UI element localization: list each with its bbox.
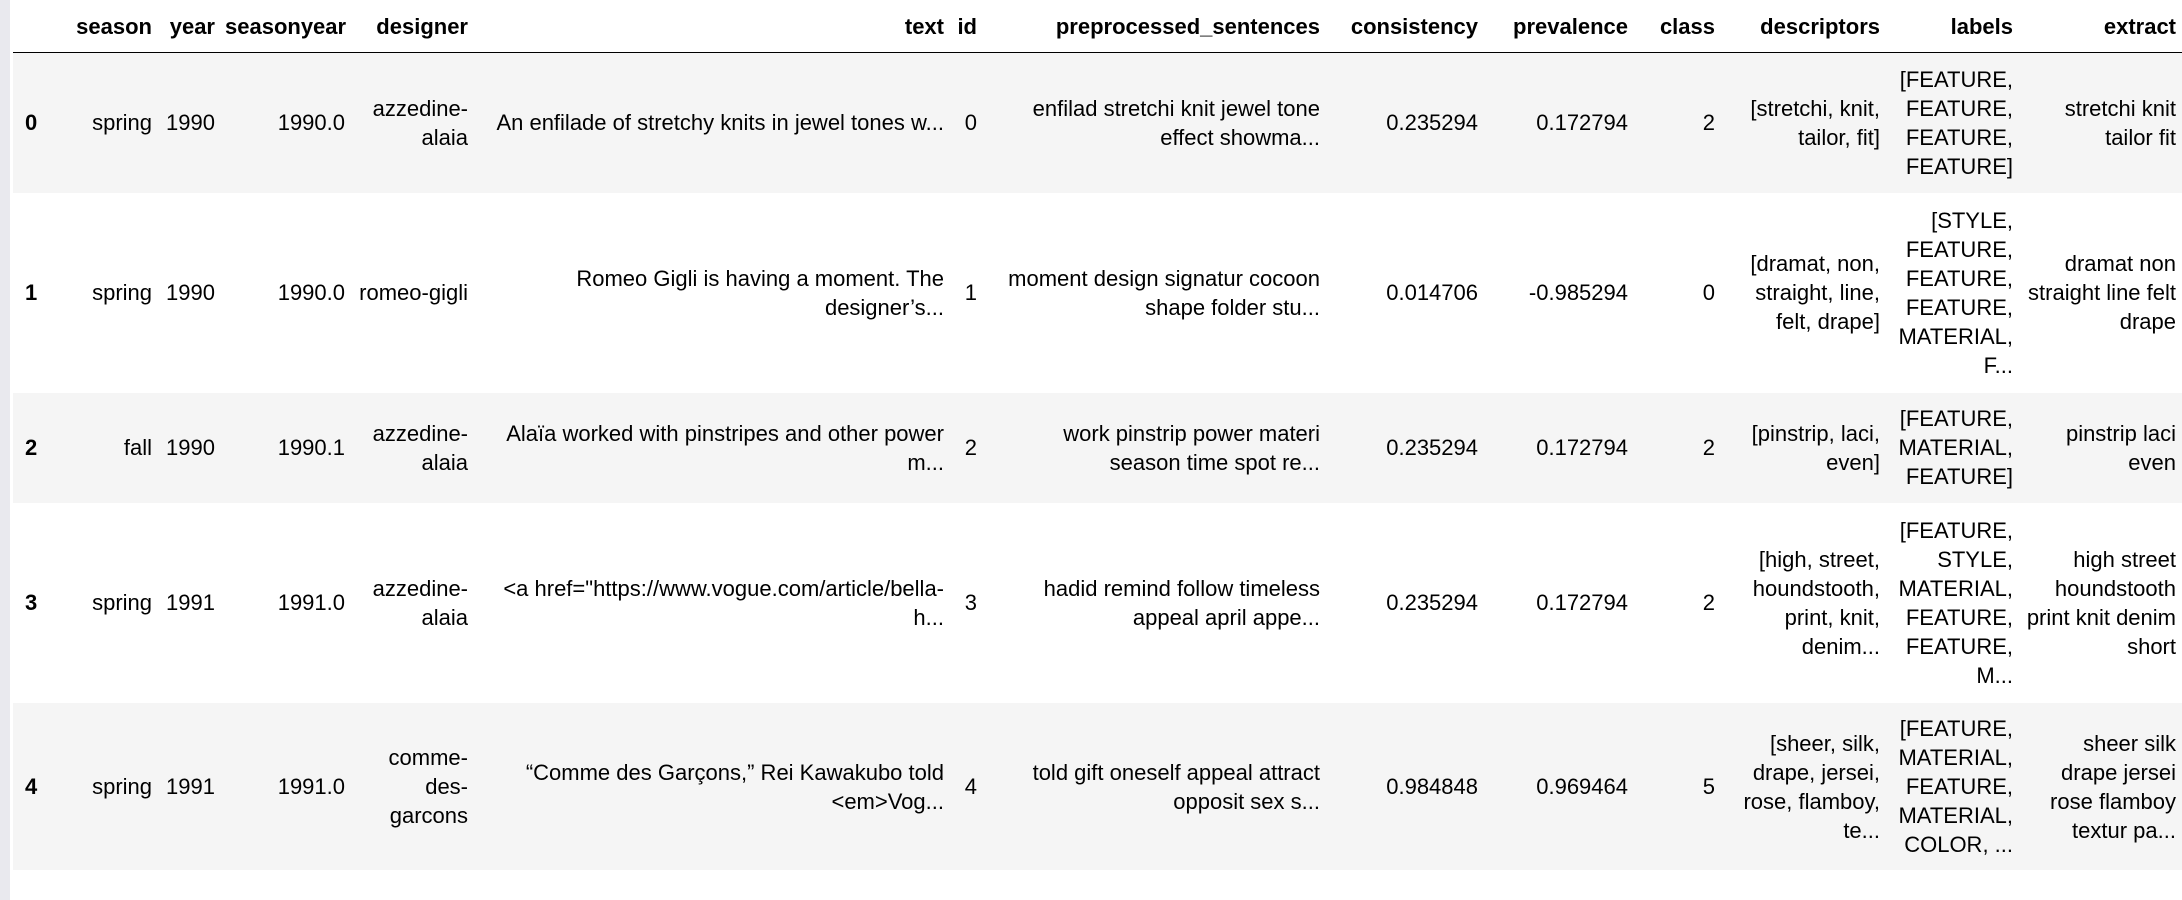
table-row xyxy=(13,393,2182,503)
cell-designer: romeo-gigli xyxy=(359,280,468,305)
cell-seasonyear: 1990.0 xyxy=(277,110,345,136)
cell-class: 2 xyxy=(1702,435,1715,460)
column-header-year: year xyxy=(158,0,221,53)
table-row xyxy=(13,703,2182,871)
cell-extract: sheer silk drape jersei rose flamboy textur pa... xyxy=(2050,730,2176,843)
cell-extract: high street houndstooth print knit denim short xyxy=(2026,546,2176,659)
cell-year: 1991 xyxy=(166,590,215,615)
cell-class: 5 xyxy=(1702,774,1715,799)
cell-descriptors: [stretchi, knit, tailor, fit] xyxy=(1750,95,1880,150)
cell-season: fall xyxy=(123,435,152,460)
cell-designer: azzedine-alaia xyxy=(372,575,468,630)
cell-class: 2 xyxy=(1702,110,1715,136)
column-header-seasonyear: seasonyear xyxy=(221,0,351,53)
cell-preprocessed-sentences: told gift oneself appeal attract opposit sex s... xyxy=(1032,759,1320,814)
cell-seasonyear: 1990.0 xyxy=(277,280,345,305)
cell-labels: [FEATURE, MATERIAL, FEATURE] xyxy=(1898,406,2013,489)
cell-year: 1990 xyxy=(166,110,215,136)
cell-designer: azzedine-alaia xyxy=(372,420,468,475)
cell-prevalence: 0.172794 xyxy=(1536,435,1628,460)
row-index: 1 xyxy=(25,280,38,305)
cell-text: An enfilade of stretchy knits in jewel tones w... xyxy=(496,110,944,136)
cell-preprocessed-sentences: enfilad stretchi knit jewel tone effect showma... xyxy=(1032,95,1320,150)
column-header-consistency: consistency xyxy=(1326,0,1484,53)
row-index: 4 xyxy=(25,774,38,799)
cell-descriptors: [high, street, houndstooth, print, knit, denim... xyxy=(1752,546,1880,659)
cell-consistency: 0.984848 xyxy=(1386,774,1478,799)
cell-consistency: 0.014706 xyxy=(1386,280,1478,305)
cell-text: <a href="https://www.vogue.com/article/bella-h... xyxy=(503,575,944,630)
column-header-text: text xyxy=(474,0,950,53)
cell-class: 0 xyxy=(1702,280,1715,305)
cell-id: 1 xyxy=(964,280,977,305)
left-gutter xyxy=(0,0,10,900)
cell-text: Alaïa worked with pinstripes and other power m... xyxy=(506,420,944,475)
cell-labels: [FEATURE, STYLE, MATERIAL, FEATURE, FEATURE, M... xyxy=(1898,517,2013,688)
column-header-index xyxy=(13,0,53,53)
cell-year: 1991 xyxy=(166,774,215,799)
cell-seasonyear: 1991.0 xyxy=(277,590,345,615)
cell-seasonyear: 1991.0 xyxy=(277,774,345,799)
column-header-designer: designer xyxy=(351,0,474,53)
cell-consistency: 0.235294 xyxy=(1386,590,1478,615)
cell-preprocessed-sentences: work pinstrip power materi season time spot re... xyxy=(1063,420,1320,475)
output-bottom-padding xyxy=(13,870,2182,900)
cell-prevalence: -0.985294 xyxy=(1528,280,1628,305)
cell-year: 1990 xyxy=(166,280,215,305)
cell-id: 0 xyxy=(964,110,977,136)
cell-season: spring xyxy=(92,590,152,615)
cell-id: 3 xyxy=(964,590,977,615)
cell-text: “Comme des Garçons,” Rei Kawakubo told <em>Vog... xyxy=(525,759,944,814)
cell-id: 2 xyxy=(964,435,977,460)
cell-text: Romeo Gigli is having a moment. The designer’s... xyxy=(576,265,944,320)
cell-extract: dramat non straight line felt drape xyxy=(2028,251,2176,334)
table-row xyxy=(13,503,2182,703)
column-header-preprocessed-sentences: preprocessed_sentences xyxy=(983,0,1326,53)
cell-designer: comme-des-garcons xyxy=(388,745,468,828)
cell-preprocessed-sentences: moment design signatur cocoon shape folder stu... xyxy=(1008,265,1320,320)
cell-season: spring xyxy=(92,774,152,799)
table-row xyxy=(13,193,2182,393)
column-header-labels: labels xyxy=(1886,0,2019,53)
cell-id: 4 xyxy=(964,774,977,799)
cell-prevalence: 0.172794 xyxy=(1536,110,1628,136)
column-header-class: class xyxy=(1634,0,1721,53)
column-header-season: season xyxy=(53,0,158,53)
cell-year: 1990 xyxy=(166,435,215,460)
cell-descriptors: [sheer, silk, drape, jersei, rose, flamboy, te... xyxy=(1743,730,1880,843)
cell-designer: azzedine-alaia xyxy=(372,95,468,150)
cell-descriptors: [dramat, non, straight, line, felt, drape] xyxy=(1750,251,1880,334)
column-header-id: id xyxy=(950,0,983,53)
cell-prevalence: 0.172794 xyxy=(1536,590,1628,615)
cell-season: spring xyxy=(92,110,152,136)
cell-seasonyear: 1990.1 xyxy=(277,435,345,460)
cell-labels: [STYLE, FEATURE, FEATURE, FEATURE, MATERIAL, F... xyxy=(1898,207,2013,378)
column-header-descriptors: descriptors xyxy=(1721,0,1886,53)
cell-extract: pinstrip laci even xyxy=(2065,420,2176,475)
cell-descriptors: [pinstrip, laci, even] xyxy=(1751,420,1880,475)
cell-extract: stretchi knit tailor fit xyxy=(2064,95,2176,150)
row-index: 2 xyxy=(25,435,38,460)
row-index: 0 xyxy=(25,110,38,136)
row-index: 3 xyxy=(25,590,38,615)
cell-consistency: 0.235294 xyxy=(1386,110,1478,136)
cell-labels: [FEATURE, FEATURE, FEATURE, FEATURE] xyxy=(1899,66,2013,179)
table-row xyxy=(13,53,2182,193)
cell-prevalence: 0.969464 xyxy=(1536,774,1628,799)
cell-labels: [FEATURE, MATERIAL, FEATURE, MATERIAL, COLOR, ... xyxy=(1898,716,2013,857)
cell-class: 2 xyxy=(1702,590,1715,615)
column-header-prevalence: prevalence xyxy=(1484,0,1634,53)
cell-season: spring xyxy=(92,280,152,305)
cell-preprocessed-sentences: hadid remind follow timeless appeal april appe... xyxy=(1043,575,1320,630)
header-row xyxy=(13,0,2182,53)
cell-consistency: 0.235294 xyxy=(1386,435,1478,460)
dataframe-table xyxy=(13,0,2182,871)
column-header-extract: extract xyxy=(2019,0,2182,53)
dataframe-output xyxy=(13,0,2182,871)
